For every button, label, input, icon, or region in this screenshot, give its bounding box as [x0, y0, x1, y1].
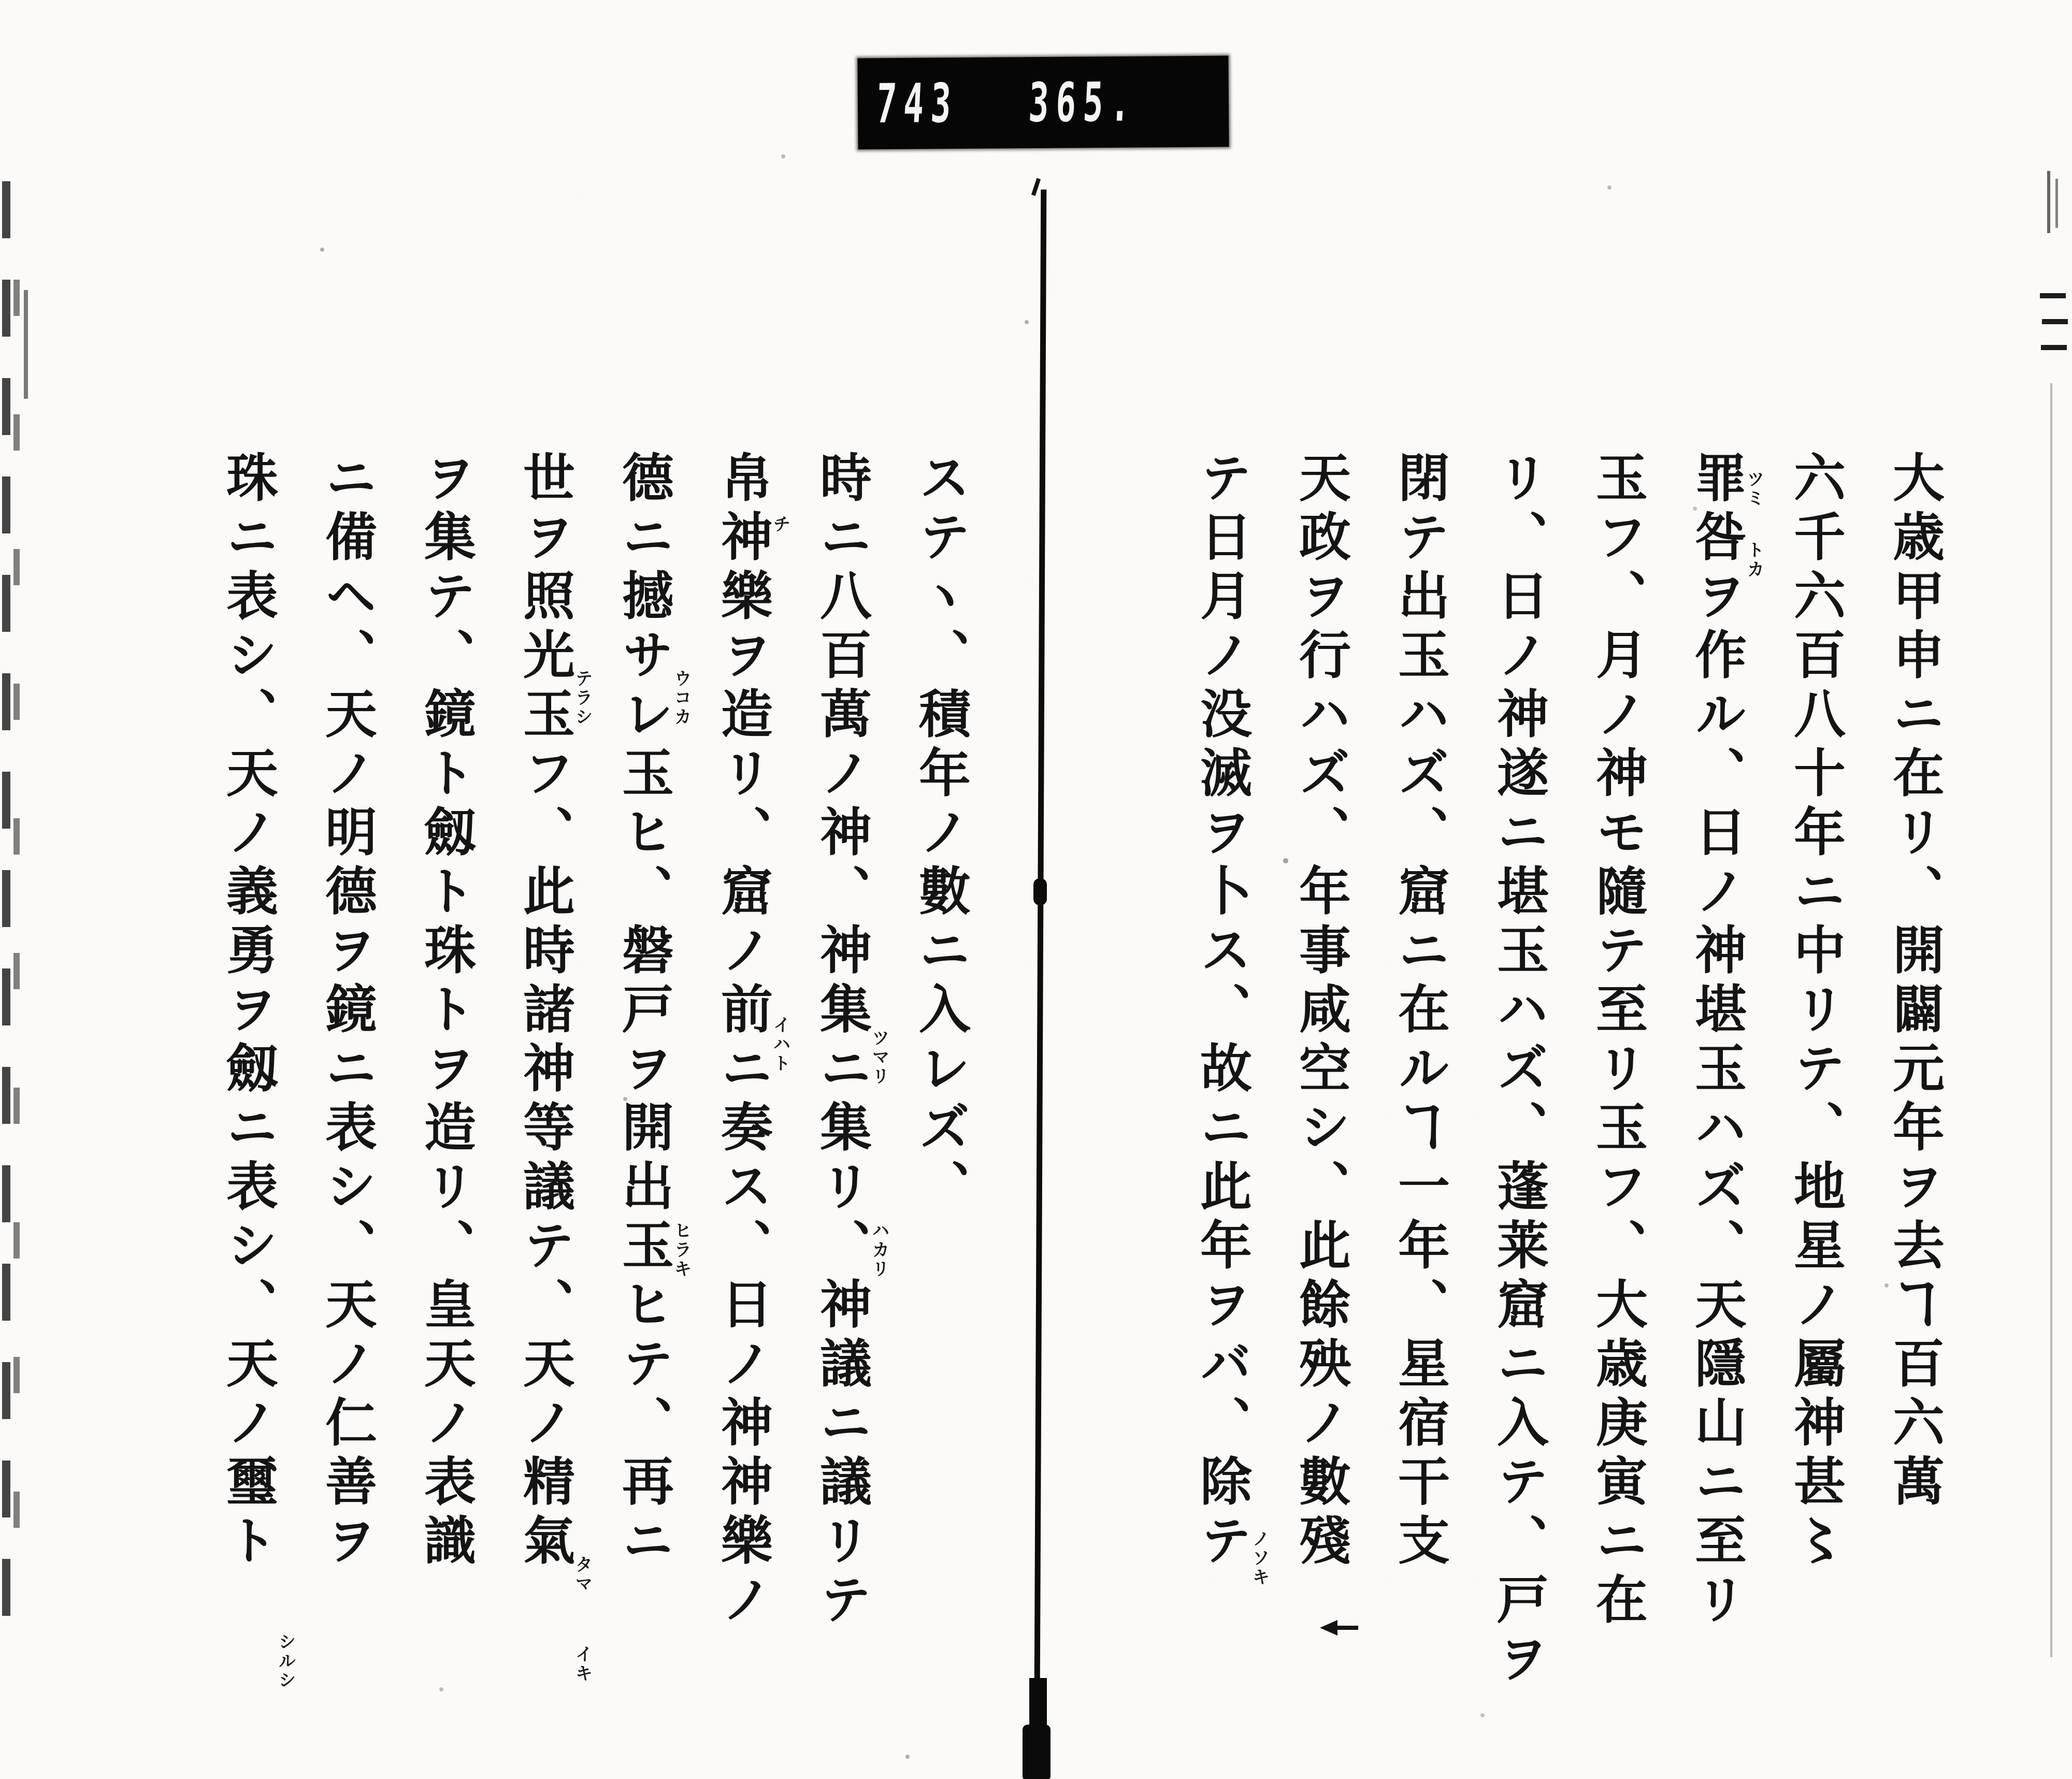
furigana-annotation: テラシ — [572, 669, 593, 727]
right-edge-mark — [2042, 319, 2068, 324]
furigana-annotation: ツマリ — [869, 1029, 889, 1086]
column-text: 罪咎ヲ作ル、日ノ神堪玉ハズ、天隱山ニ至リ — [1686, 451, 1747, 1631]
column-text: 時ニ八百萬ノ神、神集ニ集リ、神議ニ議リテ — [811, 451, 872, 1631]
column-text: ステヽ、積年ノ數ニ入レズ、 — [910, 451, 971, 1218]
column-text: 珠ニ表シ、天ノ義勇ヲ劔ニ表シ、天ノ璽ト — [218, 451, 278, 1572]
furigana-annotation: ツミ — [1744, 470, 1764, 509]
furigana-annotation: チ — [770, 515, 790, 534]
text-column — [901, 451, 979, 1735]
right-page-edge-line — [2050, 383, 2052, 1657]
binding-foot — [1023, 1725, 1051, 1779]
column-text: 帛神樂ヲ造リ、窟ノ前ニ奏ス、日ノ神神樂ノ — [712, 451, 773, 1631]
frame-counter-left-digits: 743 — [875, 71, 960, 136]
text-column — [1776, 451, 1854, 1735]
furigana-annotation: ハカリ — [869, 1221, 889, 1279]
furigana-annotation: ノソキ — [1249, 1529, 1270, 1587]
left-edge-artifact — [2, 181, 10, 1631]
frame-counter-right-digits: 365. — [1027, 70, 1139, 135]
text-column — [1479, 451, 1557, 1735]
right-edge-mark — [2041, 345, 2067, 350]
column-text: ニ備ヘ、天ノ明德ヲ鏡ニ表シ、天ノ仁善ヲ — [316, 451, 377, 1572]
furigana-annotation: シルシ — [275, 1632, 296, 1690]
column-text: テ日月ノ没滅ヲ卜ス、故ニ此年ヲバ、除テ — [1191, 451, 1252, 1572]
text-column — [506, 451, 593, 1735]
text-column — [1380, 451, 1458, 1735]
text-column — [1282, 451, 1359, 1735]
column-text: ヲ集テ、鏡ト劔ト珠トヲ造リ、皇天ノ表識 — [415, 451, 476, 1572]
text-column — [407, 451, 484, 1735]
margin-arrow-mark — [1320, 1620, 1359, 1636]
text-column — [209, 451, 296, 1735]
furigana-annotation: タマ — [572, 1555, 593, 1594]
column-text: 世ヲ照光玉フ、此時諸神等議テ、天ノ精氣 — [514, 451, 575, 1572]
text-column — [1578, 451, 1656, 1735]
text-column — [1677, 451, 1764, 1735]
column-text: 閉テ出玉ハズ、窟ニ在ルヿ一年、星宿干支 — [1389, 451, 1450, 1572]
column-text: 玉フ、月ノ神モ隨テ至リ玉フ、大歳庚寅ニ在 — [1587, 451, 1648, 1631]
frame-counter — [857, 56, 1229, 150]
binding-rod — [1034, 190, 1047, 1688]
binding-tick — [1031, 178, 1041, 196]
scan-specks — [0, 0, 2, 2]
arrow-head — [1320, 1620, 1337, 1636]
column-text: 大歳甲申ニ在リ、開闢元年ヲ去ヿ百六萬 — [1884, 451, 1945, 1513]
right-edge-mark — [2040, 293, 2066, 298]
column-text: 德ニ撼サレ玉ヒ、磐戸ヲ開出玉ヒテ、再ニ — [613, 451, 674, 1572]
binding-knob — [1033, 878, 1047, 905]
text-column — [1875, 451, 1953, 1735]
column-text: 天政ヲ行ハズ、年事咸空シ、此餘殃ノ數殘 — [1290, 451, 1351, 1572]
furigana-annotation: イハト — [770, 1016, 790, 1074]
text-column — [703, 451, 790, 1735]
left-edge-artifact-2 — [13, 280, 20, 1533]
arrow-tail — [1335, 1626, 1358, 1630]
left-page-text — [186, 451, 979, 1735]
furigana-annotation: トカ — [1744, 540, 1764, 579]
furigana-annotation: ウコカ — [671, 669, 692, 727]
text-column — [1183, 451, 1270, 1735]
column-text: 六千六百八十年ニ中リテ、地星ノ屬神甚〻 — [1785, 451, 1846, 1572]
left-edge-artifact-3 — [24, 290, 28, 399]
text-column — [308, 451, 385, 1735]
column-text: リ、日ノ神遂ニ堪玉ハズ、蓬莱窟ニ入テ、戸ヲ — [1488, 451, 1549, 1690]
text-column — [605, 451, 692, 1735]
text-column — [802, 451, 889, 1735]
furigana-annotation: イキ — [572, 1645, 593, 1684]
furigana-annotation: ヒラキ — [671, 1221, 692, 1279]
right-edge-tick — [2047, 171, 2050, 233]
right-page-text — [1160, 451, 1953, 1735]
right-edge-tick — [2055, 179, 2058, 228]
